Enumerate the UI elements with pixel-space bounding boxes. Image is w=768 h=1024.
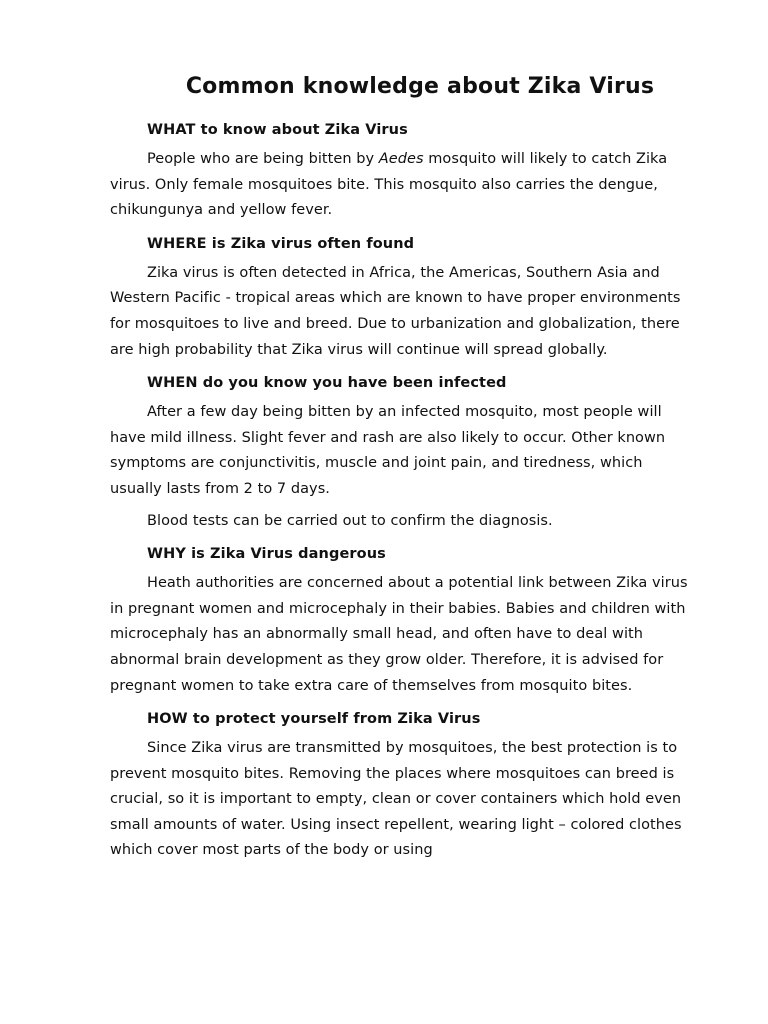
document-title: Common knowledge about Zika Virus	[185, 74, 655, 99]
section-heading-where: WHERE is Zika virus often found	[147, 235, 415, 252]
paragraph-what-1	[110, 147, 696, 224]
paragraph-how-1: Since Zika virus are transmitted by mosquitoes, the best protection is to prevent mosquito bites. Removing the places where mosquitoes can breed is crucial, so it is important to empty, clean or cover containers which hold even small amounts of water. Using insect repellent, wearing light – colored clothes which cover most parts of the body or using	[110, 740, 682, 859]
species-name: Aedes	[378, 151, 424, 167]
section-heading-how: HOW to protect yourself from Zika Virus	[147, 711, 481, 728]
document-body	[110, 116, 696, 870]
section-why	[110, 540, 696, 699]
paragraph-where-1: Zika virus is often detected in Africa, the Americas, Southern Asia and Western Pacific - tropical areas which are known to have proper environments for mosquitoes to live and breed. Due to urbanization and globalization, there are high probability that Zika virus will continue will spread globally.	[110, 264, 681, 358]
section-heading-why: WHY is Zika Virus dangerous	[147, 546, 386, 563]
section-heading-when: WHEN do you know you have been infected	[147, 375, 507, 392]
section-how	[110, 705, 696, 864]
section-what	[110, 116, 696, 224]
paragraph-when-1: After a few day being bitten by an infected mosquito, most people will have mild illness. Slight fever and rash are also likely to occur. Other known symptoms are conjunctivitis, muscle and joint pain, and tiredness, which usually lasts from 2 to 7 days.	[110, 404, 666, 497]
paragraph-when-2: Blood tests can be carried out to confirm the diagnosis.	[147, 512, 553, 529]
section-where	[110, 230, 696, 363]
section-heading-what: WHAT to know about Zika Virus	[147, 122, 408, 138]
paragraph-text: mosquito will likely to catch Zika virus. Only female mosquitoes bite. This mosquito also carries the dengue, chikungunya and yellow fever.	[110, 151, 668, 219]
section-when	[110, 369, 696, 534]
paragraph-why-1: Heath authorities are concerned about a potential link between Zika virus in pregnant women and microcephaly in their babies. Babies and children with microcephaly has an abnormally small head, and often have to deal with abnormal brain development as they grow older. Therefore, it is advised for pregnant women to take extra care of themselves from mosquito bites.	[110, 575, 688, 694]
paragraph-text: People who are being bitten by	[147, 151, 379, 167]
